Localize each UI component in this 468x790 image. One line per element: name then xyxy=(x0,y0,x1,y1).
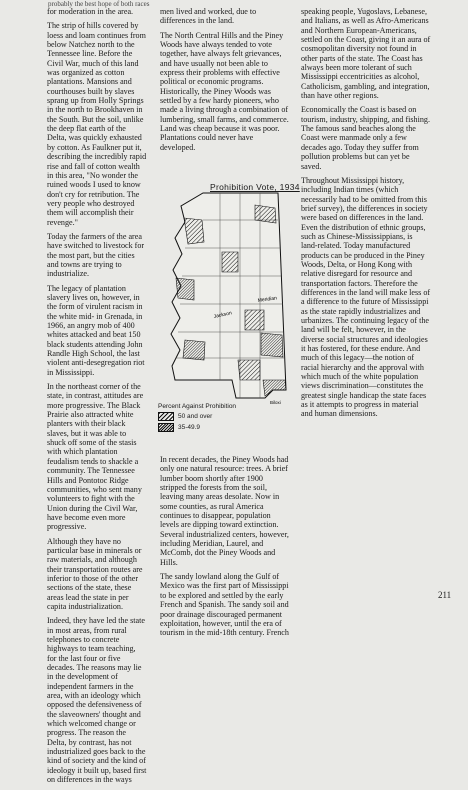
map-legend xyxy=(158,403,236,434)
hatched-county xyxy=(183,340,205,360)
mississippi-prohibition-map xyxy=(160,190,300,405)
paragraph: The sandy lowland along the Gulf of Mexico was the first part of Mississippi to be explored and settled by the early French and Spanish. The sandy soil and poor drainage discouraged permanent exploitation, however, until the era of tourism in the mid-18th century. French xyxy=(160,572,289,638)
paragraph: for moderation in the area. xyxy=(47,7,134,16)
hatched-county xyxy=(238,360,260,380)
paragraph: Economically the Coast is based on tourism, industry, shipping, and fishing. The famous sand beaches along the Coast were manmade only a few decades ago. Today they suffer from pollution problems but can yet be saved. xyxy=(301,105,430,171)
hatched-county xyxy=(255,205,276,223)
legend-swatch xyxy=(158,423,174,432)
column-3 xyxy=(301,7,431,424)
page-number: 211 xyxy=(438,590,452,600)
paragraph: In recent decades, the Piney Woods had only one natural resource: trees. A brief lumber boom shortly after 1900 stripped the forests from the soil, leaving many areas desolate. Now in some counties, as rural America continues to disappear, population levels are dipping toward extinction. Several industrialized centers, however, including Meridian, Laurel, and McComb, dot the Piney Woods and Hills. xyxy=(160,455,289,567)
top-note: probably the best hope of both races xyxy=(48,0,150,8)
legend-label: 35-49.9 xyxy=(178,424,201,431)
paragraph: Throughout Mississippi history, including Indian times (which necessarily had to be omitted from this brief survey), the differences in society were based on differences in the land. Even the distribution of ethnic groups, such as Chinese-Mississippians, is land-related. Today manufactured products can be produced in the Piney Woods, Delta, or Hong Kong with relative disregard for resource and transportation factors. Therefore the differences in the land will make less of a difference to the future of Mississippi as the state rapidly industrializes and urbanizes. The continuing legacy of the land will be felt, however, in the diverse social structures and ideologies it has fostered, for these endure. And much of this legacy—the notion of racial hierarchy and the approval with which much of the white population views discrimination—constitutes the greatest single handicap the state faces as it attempts to progress in material and human dimensions. xyxy=(301,175,431,419)
paragraph: Today the farmers of the area have switched to livestock for the most part, but the cities and towns are trying to industrialize. xyxy=(47,231,145,279)
paragraph: The legacy of plantation slavery lives on, however, in the form of virulent racism in the white mid- in Grenada, in 1966, an angry mob of 400 whites attacked and beat 150 black students attending John Randle High School, the last violent anti-desegregation riot in Mississippi. xyxy=(47,283,145,377)
paragraph: Although they have no particular base in minerals or raw materials, and although their transportation routes are inferior to those of the other sections of the state, these areas lead the state in per capita industrialization. xyxy=(47,536,143,611)
paragraph: The North Central Hills and the Piney Woods have always tended to vote together, have always felt grievances, and have usually not been able to express their problems with effective political or economic programs. Historically, the Piney Woods was settled by a few hardy pioneers, who made a living through a combination of lumbering, small farms, and commerce. Land was cheap because it was poor. Plantations could never have developed. xyxy=(160,30,289,152)
hatched-county xyxy=(263,380,286,396)
paragraph: men lived and worked, due to differences in the land. xyxy=(160,7,257,26)
map-label-jackson: Jackson xyxy=(213,310,233,320)
paragraph: speaking people, Yugoslavs, Lebanese, and Italians, as well as Afro-Americans and Northern European-Americans, settled on the Coast, giving it an aura of cosmopolitan diversity not found in other parts of the state. The Coast has always been more tolerant of such Mississippi eccentricities as alcohol, Catholicism, gambling, and integration, than have other regions. xyxy=(301,7,431,101)
map-label-meridian: Meridian xyxy=(257,295,278,304)
paragraph: The strip of hills covered by loess and loam continues from below Natchez north to the Tennessee line. Before the Civil War, much of this land was organized as cotton plantations. Mansions and courthouses built by slaves sprang up from Holly Springs in the north to Brookhaven in the South. But the soil, unlike the deep flat earth of the Delta, was quickly exhausted by cotton. As Faulkner put it, describing the incredibly rapid rise and fall of cotton wealth in this area, "No wonder the ruined woods I used to know don't cry for retribution. The very people who destroyed them will accomplish their revenge." xyxy=(47,21,147,227)
hatched-county xyxy=(245,310,264,330)
legend-item xyxy=(158,423,236,432)
legend-swatch xyxy=(158,412,174,421)
column-2-lower xyxy=(160,455,290,643)
hatched-county xyxy=(176,278,194,300)
legend-item xyxy=(158,412,236,421)
paragraph: In the northeast corner of the state, in contrast, attitudes are more progressive. The Black Prairie also attracted white planters with their black slaves, but it was able to shuck off some of the stasis with which plantation feudalism tends to shackle a community. The Tennessee Hills and Pontotoc Ridge communities, who sent many volunteers to fight with the Union during the Civil War, have become even more progressive. xyxy=(47,382,144,532)
legend-label: 50 and over xyxy=(178,413,213,420)
paragraph: Indeed, they have led the state in most areas, from rural telephones to concrete highways to team teaching, for the last four or five decades. The reasons may lie in the development of independent farmers in the area, with an ideology which opposed the defensiveness of the slaveowners' thought and which welcomed change or progress. The reason the Delta, by contrast, has not industrialized goes back to the kind of society and the kind of ideology it built up, based first on differences in the ways xyxy=(47,616,147,785)
legend-title: Percent Against Prohibition xyxy=(158,403,237,410)
hatched-county xyxy=(222,252,238,272)
column-1 xyxy=(47,7,147,790)
map-title: Prohibition Vote, 1934 xyxy=(210,182,300,192)
hatched-county xyxy=(261,333,283,357)
map-label-biloxi: Biloxi xyxy=(270,400,281,405)
